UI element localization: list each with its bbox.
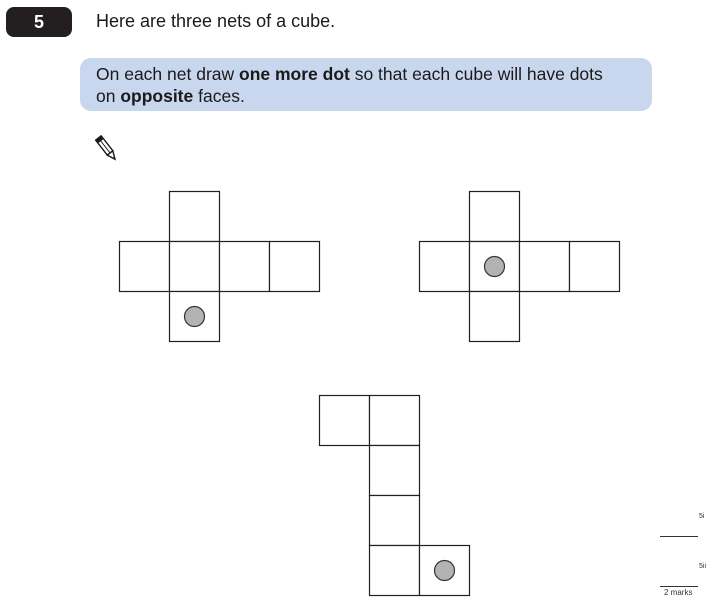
net-3-dot <box>435 561 455 581</box>
mark-line-1 <box>660 536 698 537</box>
total-marks-label: 2 marks <box>664 588 693 597</box>
net-3-square-bottom <box>370 546 420 596</box>
instruction-text-2: so that each cube will have dots <box>349 64 603 84</box>
net-2-square-right <box>520 242 570 292</box>
instruction-bold-2: opposite <box>120 86 194 106</box>
mark-line-2 <box>660 586 698 587</box>
net-3 <box>320 396 470 596</box>
instruction-text-1: On each net draw <box>96 64 239 84</box>
mark-code-5ii: 5ii <box>699 563 707 570</box>
mark-code-5i: 5i <box>699 513 705 520</box>
question-intro-text: Here are three nets of a cube. <box>96 11 336 31</box>
question-number: 5 <box>33 12 44 32</box>
net-1-square-left <box>120 242 170 292</box>
net-1-square-center <box>170 242 220 292</box>
net-2-square-top <box>470 192 520 242</box>
net-3-square-middle-2 <box>370 496 420 546</box>
net-2-square-bottom <box>470 292 520 342</box>
instruction-text-3: on <box>96 86 121 106</box>
net-2-dot <box>485 257 505 277</box>
instruction-bold-1: one more dot <box>239 64 350 84</box>
net-3-square-top <box>370 396 420 446</box>
net-2-square-far-right <box>570 242 620 292</box>
net-2-square-left <box>420 242 470 292</box>
net-1-square-right <box>220 242 270 292</box>
marking-column <box>658 500 719 607</box>
net-3-square-middle-1 <box>370 446 420 496</box>
net-1-square-far-right <box>270 242 320 292</box>
net-1-square-top <box>170 192 220 242</box>
net-1 <box>120 192 320 342</box>
net-2 <box>420 192 620 342</box>
instruction-text-4: faces. <box>193 86 245 106</box>
net-1-dot <box>185 307 205 327</box>
net-3-square-top-left <box>320 396 370 446</box>
